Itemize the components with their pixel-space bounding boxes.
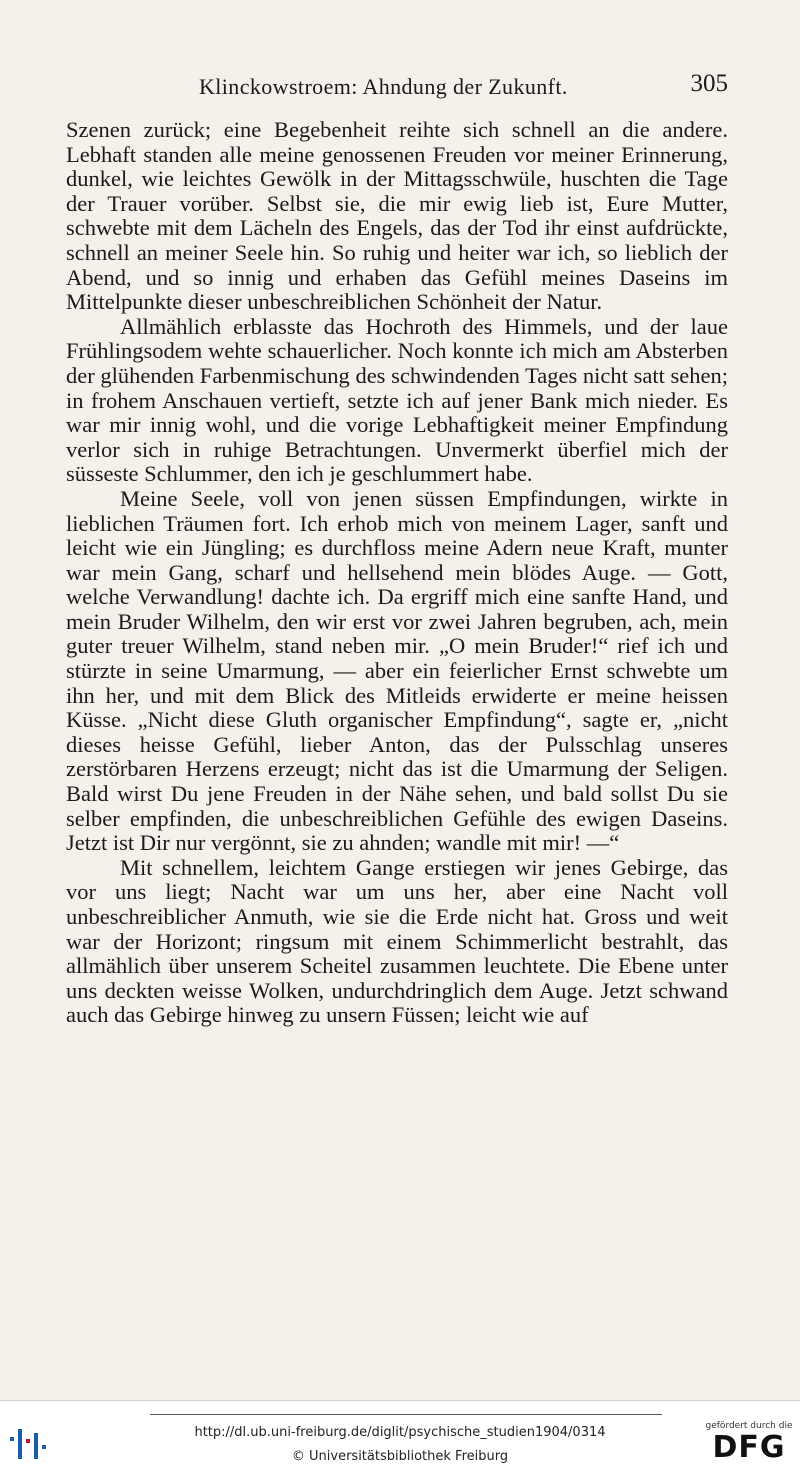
footer-divider	[150, 1414, 662, 1415]
source-url[interactable]: http://dl.ub.uni-freiburg.de/diglit/psychische_studien1904/0314	[194, 1425, 606, 1440]
dfg-logo	[704, 1421, 794, 1467]
page-header	[64, 70, 728, 104]
copyright-notice: © Universitätsbibliothek Freiburg	[291, 1449, 509, 1464]
paragraph-4: Mit schnellem, leichtem Gange erstiegen wir jenes Gebirge, das vor uns liegt; Nacht war um uns her, aber eine Nacht voll unbeschreiblicher Anmuth, wie sie die Erde nicht hat. Gross und weit war der Horizont; ringsum mit einem Schimmerlicht bestrahlt, das allmählich über unserem Scheitel zusammen leuchtete. Die Ebene unter uns deckten weisse Wolken, undurchdringlich dem Auge. Jetzt schwand auch das Gebirge hinweg zu unsern Füssen; leicht wie auf	[66, 854, 728, 1028]
page-number: 305	[690, 70, 728, 97]
running-title: Klinckowstroem: Ahndung der Zukunft.	[199, 74, 568, 99]
paragraph-2: Allmählich erblasste das Hochroth des Himmels, und der laue Frühlingsodem wehte schauerlicher. Noch konnte ich mich am Absterben der glühenden Farbenmischung des schwindenden Tages nicht satt sehen; in frohem Anschauen vertieft, setzte ich auf jener Bank mich nieder. Es war mir innig wohl, und die vorige Lebhaftigkeit meiner Empfindung verlor sich in ruhige Betrachtungen. Unvermerkt überfiel mich der süsseste Schlummer, den ich je geschlummert habe.	[66, 313, 728, 487]
dfg-caption: gefördert durch die	[705, 1421, 793, 1431]
paragraph-3: Meine Seele, voll von jenen süssen Empfindungen, wirkte in lieblichen Träumen fort. Ich erhob mich von meinem Lager, sanft und leicht wie ein Jüngling; es durchfloss meine Adern neue Kraft, munter war mein Gang, scharf und hellsehend mein blödes Auge. — Gott, welche Verwandlung! dachte ich. Da ergriff mich eine sanfte Hand, und mein Bruder Wilhelm, den wir erst vor zwei Jahren begruben, ach, mein guter treuer Wilhelm, stand neben mir. „O mein Bruder!“ rief ich und stürzte in seine Umarmung, — aber ein feierlicher Ernst schwebte um ihn her, und mit dem Blick des Mitleids erwiderte er meine heissen Küsse. „Nicht diese Gluth organischer Empfindung“, sagte er, „nicht dieses heisse Gefühl, lieber Anton, das der Pulsschlag unseres zerstörbaren Herzens erzeugt; nicht das ist die Umarmung der Seligen. Bald wirst Du jene Freuden in der Nähe sehen, und bald sollst Du sie selber empfinden, die unbeschreiblichen Gefühle des ewigen Daseins. Jetzt ist Dir nur vergönnt, sie zu ahnden; wandle mit mir! —“	[66, 485, 728, 856]
paragraph-1: Szenen zurück; eine Begebenheit reihte sich schnell an die andere. Lebhaft standen alle meine genossenen Freuden vor meiner Erinnerung, dunkel, wie leichtes Gewölk in der Mittagsschwüle, huschten die Tage der Trauer vorüber. Selbst sie, die mir ewig lieb ist, Eure Mutter, schwebte mit dem Lächeln des Engels, das der Tod ihr einst aufdrückte, schnell an meiner Seele hin. So ruhig und heiter war ich, so lieblich der Abend, und so innig und erhaben das Gefühl meines Daseins im Mittelpunkte dieser unbeschreiblichen Schönheit der Natur.	[66, 117, 728, 315]
page-body	[66, 118, 728, 1028]
dfg-logo-text: DFG	[712, 1430, 786, 1465]
viewer-footer	[0, 1400, 800, 1473]
